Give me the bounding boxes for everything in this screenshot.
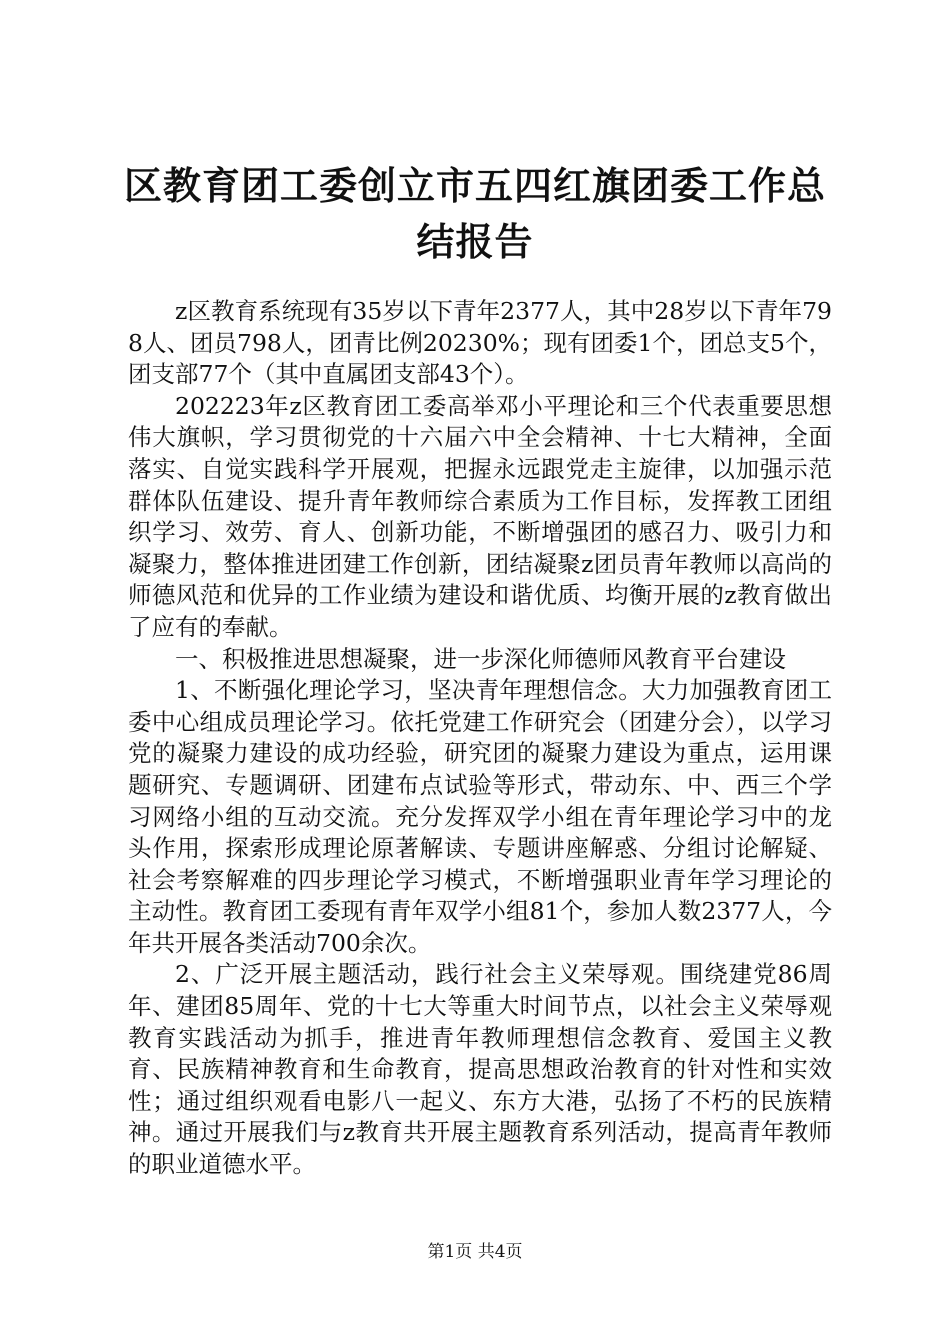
page-number: 第1页 共4页 <box>427 1242 523 1262</box>
paragraph-summary: 202223年z区教育团工委高举邓小平理论和三个代表重要思想伟大旗帜，学习贯彻党的十六届六中全会精神、十七大精神，全面落实、自觉实践科学开展观，把握永远跟党走主旋律，以加强示范群体队伍建设、提升青年教师综合素质为工作目标，发挥教工团组织学习、效劳、育人、创新功能，不断增强团的感召力、吸引力和凝聚力，整体推进团建工作创新，团结凝聚z团员青年教师以高尚的师德风范和优异的工作业绩为建设和谐优质、均衡开展的z教育做出了应有的奉献。 <box>128 391 832 641</box>
paragraph-overview: z区教育系统现有35岁以下青年2377人，其中28岁以下青年798人、团员798人，团青比例20230%；现有团委1个，团总支5个，团支部77个（其中直属团支部43个）。 <box>128 297 832 389</box>
document-body <box>128 296 832 1181</box>
paragraph-theme-activities: 2、广泛开展主题活动，践行社会主义荣辱观。围绕建党86周年、建团85周年、党的十七大等重大时间节点，以社会主义荣辱观教育实践活动为抓手，推进青年教师理想信念教育、爱国主义教育、民族精神教育和生命教育，提高思想政治教育的针对性和实效性；通过组织观看电影八一起义、东方大港，弘扬了不朽的民族精神。通过开展我们与z教育共开展主题教育系列活动，提高青年教师的职业道德水平。 <box>128 960 832 1179</box>
document-title: 区教育团工委创立市五四红旗团委工作总结报告 <box>123 163 826 264</box>
paragraph-theory-study: 1、不断强化理论学习，坚决青年理想信念。大力加强教育团工委中心组成员理论学习。依托党建工作研究会（团建分会），以学习党的凝聚力建设的成功经验，研究团的凝聚力建设为重点，运用课题研究、专题调研、团建布点试验等形式，带动东、中、西三个学习网络小组的互动交流。充分发挥双学小组在青年理论学习中的龙头作用，探索形成理论原著解读、专题讲座解惑、分组讨论解疑、社会考察解难的四步理论学习模式，不断增强职业青年学习理论的主动性。教育团工委现有青年双学小组81个，参加人数2377人，今年共开展各类活动700余次。 <box>128 676 832 957</box>
section-heading-1: 一、积极推进思想凝聚，进一步深化师德师风教育平台建设 <box>175 644 786 673</box>
